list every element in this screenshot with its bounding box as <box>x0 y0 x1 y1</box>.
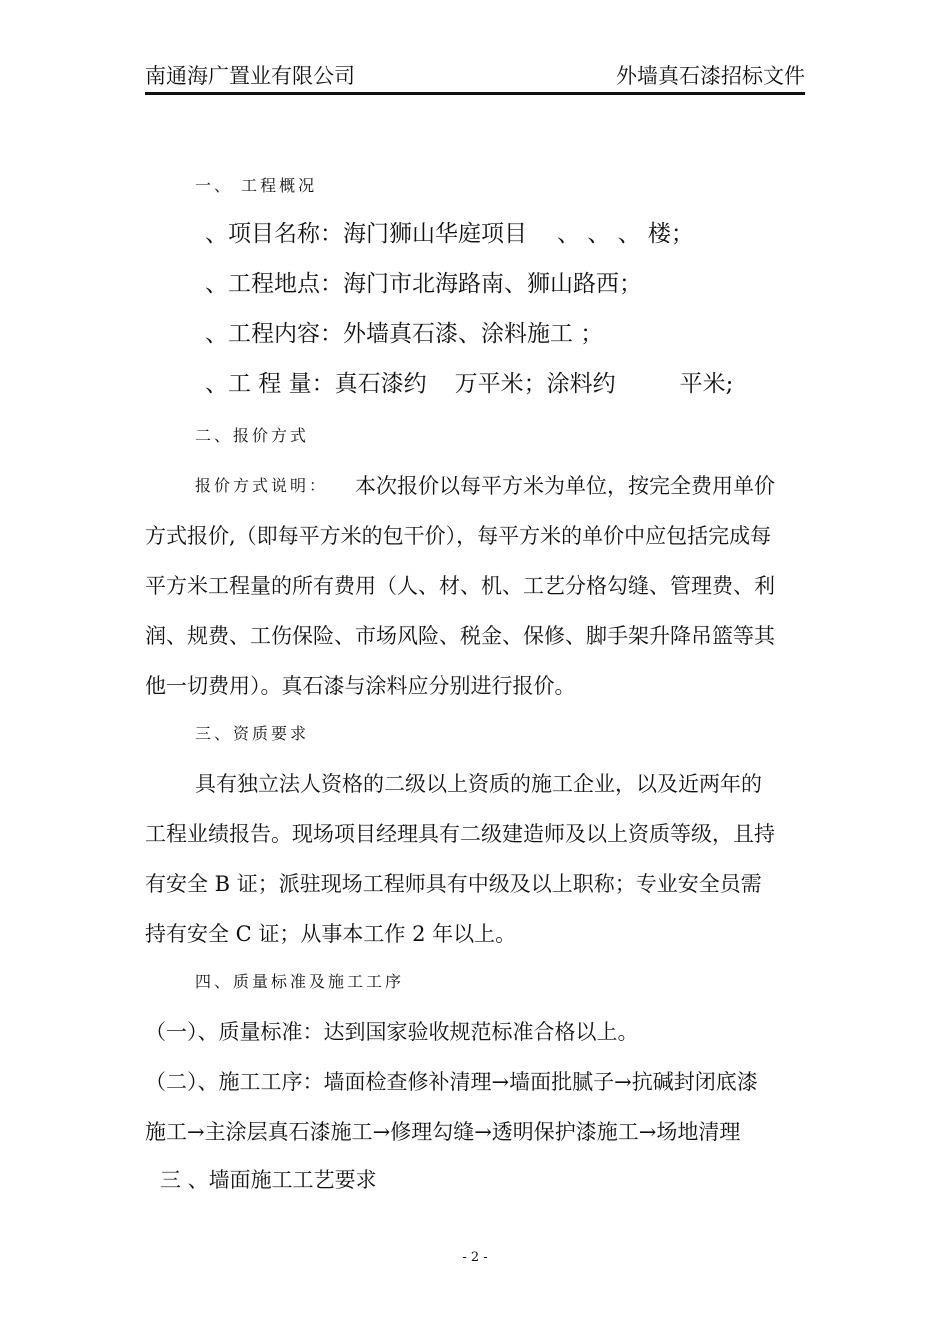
item-text: 海门狮山华庭项目 <box>343 221 527 247</box>
pricing-label: 报价方式说明： <box>195 476 329 495</box>
item-mid: 万平米；涂料约 <box>454 371 616 397</box>
subsection-heading: 三 、墙面施工工艺要求 <box>160 1168 377 1192</box>
item-text: 外墙真石漆、涂料施工 ； <box>343 321 604 347</box>
item-label: 、项目名称： <box>205 221 343 247</box>
item-text: 海门市北海路南、狮山路西； <box>343 271 642 297</box>
section-heading-4: 四、质量标准及施工工序 <box>195 972 405 991</box>
project-name-line <box>205 220 694 248</box>
item-tail: 平米; <box>679 371 734 397</box>
page-header <box>145 60 805 95</box>
document-title: 外墙真石漆招标文件 <box>616 64 805 88</box>
section-heading-1: 一、 工程概况 <box>195 176 318 195</box>
page-number: - 2 - <box>462 1250 488 1265</box>
pricing-line-1: 本次报价以每平方米为单位，按完全费用单价 <box>355 474 775 498</box>
pricing-line-3: 平方米工程量的所有费用（人、材、机、工艺分格勾缝、管理费、利 <box>145 574 775 598</box>
pricing-line-5: 他一切费用）。真石漆与涂料应分别进行报价。 <box>145 674 576 698</box>
process-line-2: 施工→主涂层真石漆施工→修理勾缝→透明保护漆施工→场地清理 <box>145 1120 741 1144</box>
qualification-line-1: 具有独立法人资格的二级以上资质的施工企业，以及近两年的 <box>195 772 762 796</box>
project-content-line <box>205 320 603 348</box>
item-label: 、工 程 量： <box>205 371 335 397</box>
item-label: 、工程地点： <box>205 271 343 297</box>
pricing-line-4: 润、规费、工伤保险、市场风险、税金、保修、脚手架升降吊篮等其 <box>145 624 775 648</box>
section-heading-3: 三、资质要求 <box>195 724 310 743</box>
pricing-line-2: 方式报价,（即每平方米的包干价），每平方米的单价中应包括完成每 <box>145 524 772 548</box>
item-label: 、工程内容： <box>205 321 343 347</box>
section-heading-2: 二、报价方式 <box>195 426 310 445</box>
qualification-line-4: 持有安全 C 证；从事本工作 2 年以上。 <box>145 922 517 946</box>
item-tail: 、 、 、 楼； <box>557 221 694 247</box>
qualification-line-2: 工程业绩报告。现场项目经理具有二级建造师及以上资质等级，且持 <box>145 822 775 846</box>
qualification-line-3: 有安全 B 证；派驻现场工程师具有中级及以上职称；专业安全员需 <box>145 872 762 896</box>
company-name: 南通海广置业有限公司 <box>145 64 355 88</box>
quality-standard-line: （一）、质量标准：达到国家验收规范标准合格以上。 <box>145 1020 639 1044</box>
item-text: 真石漆约 <box>334 371 427 397</box>
project-quantity-line <box>205 370 733 398</box>
project-location-line <box>205 270 642 298</box>
process-line-1: （二）、施工工序：墙面检查修补清理→墙面批腻子→抗碱封闭底漆 <box>145 1070 758 1094</box>
